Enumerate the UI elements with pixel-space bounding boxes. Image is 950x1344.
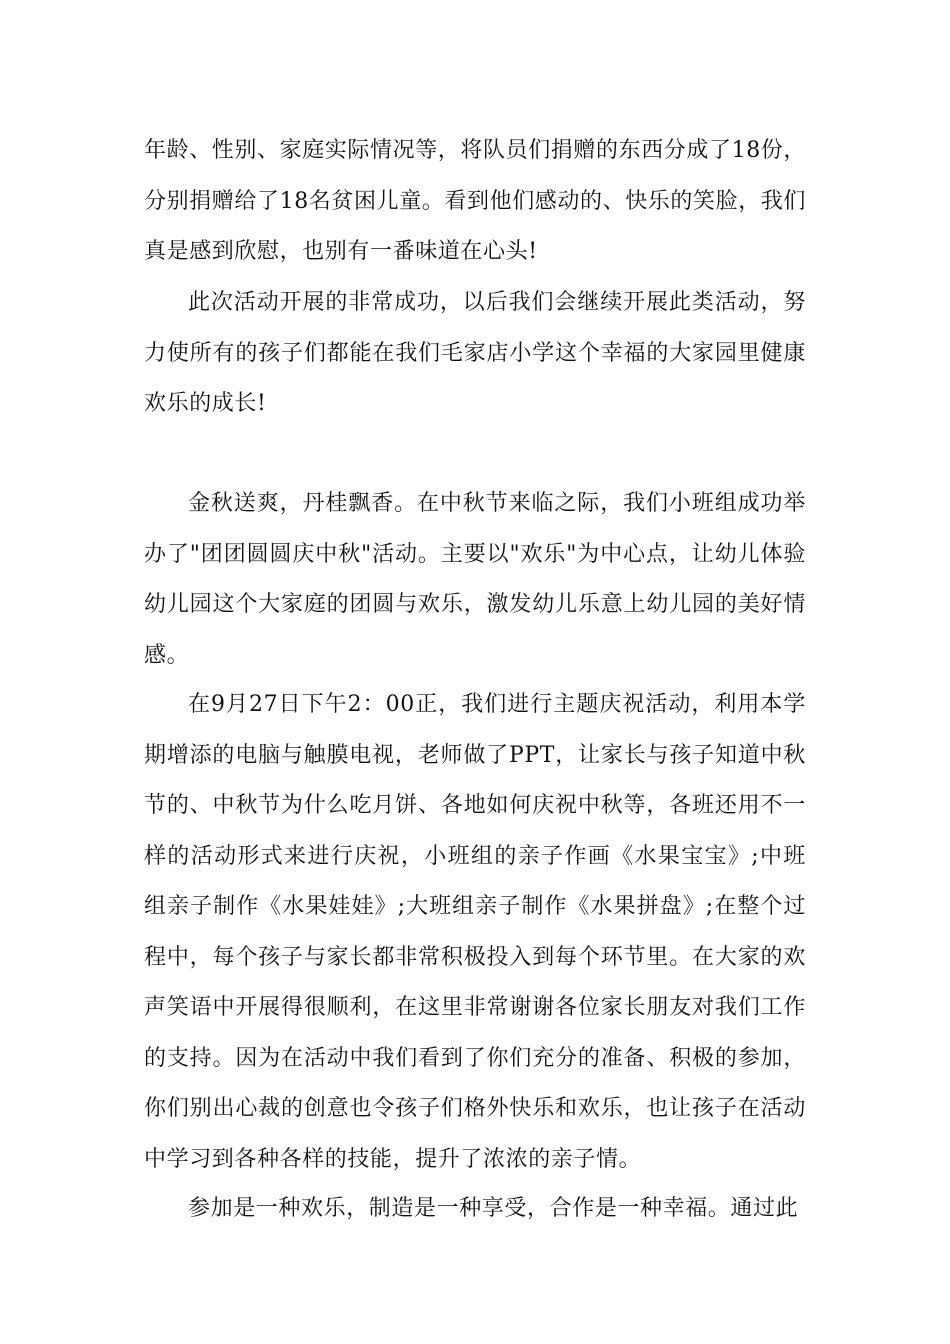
paragraph-activity-success: 此次活动开展的非常成功，以后我们会继续开展此类活动，努力使所有的孩子们都能在我们毛家店小学这个幸福的大家园里健康欢乐的成长! — [144, 290, 806, 416]
paragraph-celebration-details: 在9月27日下午2：00正，我们进行主题庆祝活动，利用本学期增添的电脑与触膜电视，老师做了PPT，让家长与孩子知道中秋节的、中秋节为什么吃月饼、各地如何庆祝中秋等，各班还用不一样的活动形式来进行庆祝，小班组的亲子作画《水果宝宝》;中班组亲子制作《水果娃娃》;大班组亲子制作《水果拼盘》;在整个过程中，每个孩子与家长都非常积极投入到每个环节里。在大家的欢声笑语中开展得很顺利，在这里非常谢谢各位家长朋友对我们工作的支持。因为在活动中我们看到了你们充分的准备、积极的参加，你们别出心裁的创意也令孩子们格外快乐和欢乐，也让孩子在活动中学习到各种各样的技能，提升了浓浓的亲子情。 — [144, 692, 806, 1172]
paragraph-donation-continued: 年龄、性别、家庭实际情况等，将队员们捐赠的东西分成了18份，分别捐赠给了18名贫困儿童。看到他们感动的、快乐的笑脸，我们真是感到欣慰，也别有一番味道在心头! — [144, 138, 806, 264]
paragraph-participation-joy: 参加是一种欢乐，制造是一种享受，合作是一种幸福。通过此 — [188, 1196, 799, 1221]
paragraph-mid-autumn-intro: 金秋送爽，丹桂飘香。在中秋节来临之际，我们小班组成功举办了"团团圆圆庆中秋"活动。主要以"欢乐"为中心点，让幼儿体验幼儿园这个大家庭的团圆与欢乐，激发幼儿乐意上幼儿园的美好情感。 — [144, 491, 806, 668]
